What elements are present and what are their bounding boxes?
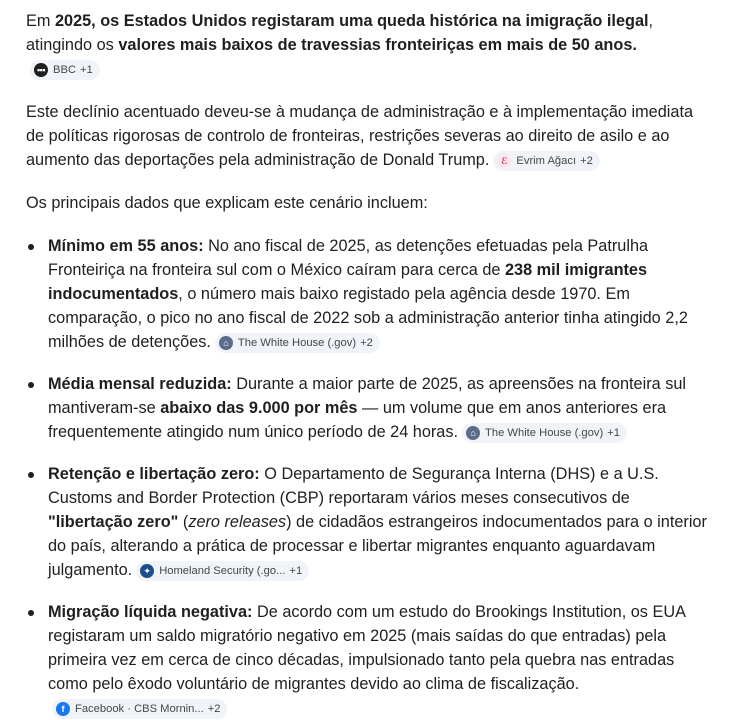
intro-text: , atingindo os (26, 12, 654, 54)
item-title: Mínimo em 55 anos: (48, 237, 204, 255)
item-bold-text: 238 mil imigrantes indocumentados (48, 261, 648, 303)
list-item (26, 234, 707, 354)
intro-paragraph (26, 9, 707, 81)
item-text: ( (178, 513, 189, 531)
item-text: , o número mais baixo registado pela agência desde 1970. Em comparação, o pico no ano fiscal de 2022 sob a administração anterior tinha atingido 2,2 milhões de detenções. (48, 285, 688, 351)
source-chip-facebook[interactable] (52, 699, 227, 719)
source-chip-white-house[interactable] (215, 333, 380, 353)
source-chip-label: Facebook · CBS Mornin... (75, 703, 204, 715)
source-chip-count: +2 (580, 155, 593, 167)
context-paragraph (26, 100, 707, 172)
item-title: Média mensal reduzida: (48, 375, 232, 393)
item-text: ) de cidadãos estrangeiros indocumentados para o interior do país, alterando a prática de processar e libertar migrantes enquanto aguardavam julgamento. (48, 513, 707, 579)
item-text: O Departamento de Segurança Interna (DHS) e a U.S. Customs and Border Protection (CBP) reportaram vários meses consecutivos de (48, 465, 659, 507)
source-chip-label: The White House (.gov) (485, 427, 604, 439)
source-chip-label: BBC (53, 64, 77, 76)
bullet-icon (28, 244, 34, 250)
source-chip-count: +1 (289, 565, 303, 577)
source-chip-homeland-security[interactable] (136, 561, 309, 581)
item-title: Retenção e libertação zero: (48, 465, 260, 483)
item-text: De acordo com um estudo do Brookings Institution, os EUA registaram um saldo migratório negativo em 2025 (mais saídas do que entradas) pela primeira vez em cerca de cinco décadas, impulsionado tanto pela quebra nas entradas como pelo êxodo voluntário de migrantes devido ao clima de fiscalização. (48, 603, 686, 693)
item-text: — um volume que em anos anteriores era frequentemente atingido num único período de 24 horas. (48, 399, 667, 441)
white-house-icon: ⌂ (219, 336, 233, 350)
source-chip-bbc[interactable] (30, 60, 100, 80)
item-italic-text: zero releases (188, 513, 287, 531)
source-chip-label: Evrim Ağacı (516, 155, 577, 167)
list-item (26, 462, 707, 582)
source-chip-evrim-agaci[interactable] (493, 151, 599, 171)
source-chip-count: +1 (80, 64, 93, 76)
source-chip-count: +2 (360, 337, 373, 349)
source-chip-count: +2 (207, 703, 221, 715)
evrim-agaci-icon: ℰ (497, 154, 511, 168)
context-text: Este declínio acentuado deveu-se à mudança de administração e à implementação imediata de políticas rigorosas de controlo de fronteiras, restrições severas ao direito de asilo e ao aumento das deportações pela administração de Donald Trump. (26, 103, 694, 169)
source-chip-label: The White House (.gov) (237, 337, 357, 349)
item-bold-text: abaixo das 9.000 por mês (160, 399, 358, 417)
bullet-icon (28, 472, 34, 478)
source-chip-count: +1 (607, 427, 620, 439)
list-lead-paragraph: Os principais dados que explicam este cenário incluem: (26, 194, 428, 212)
white-house-icon: ⌂ (466, 426, 480, 440)
intro-bold-headline: 2025, os Estados Unidos registaram uma queda histórica na imigração ilegal (54, 12, 649, 30)
source-chip-label: Homeland Security (.go... (159, 565, 286, 577)
facts-list (26, 234, 707, 720)
item-bold-text: "libertação zero" (48, 513, 179, 531)
source-chip-white-house[interactable] (462, 423, 627, 443)
item-text: No ano fiscal de 2025, as detenções efetuadas pela Patrulha Fronteiriça na fronteira sul com o México caíram para cerca de (48, 237, 649, 279)
intro-bold-headline: valores mais baixos de travessias fronteiriças em mais de 50 anos. (118, 36, 637, 54)
item-text: Durante a maior parte de 2025, as apreensões na fronteira sul mantiveram-se (48, 375, 687, 417)
list-item (26, 600, 707, 720)
intro-text: Em (26, 12, 55, 30)
list-item (26, 372, 707, 444)
item-title: Migração líquida negativa: (48, 603, 253, 621)
facebook-icon: f (56, 702, 70, 716)
bullet-icon (28, 382, 34, 388)
dhs-seal-icon: ✦ (140, 564, 154, 578)
bbc-icon: ▪▪▪ (34, 63, 48, 77)
bullet-icon (28, 610, 34, 616)
